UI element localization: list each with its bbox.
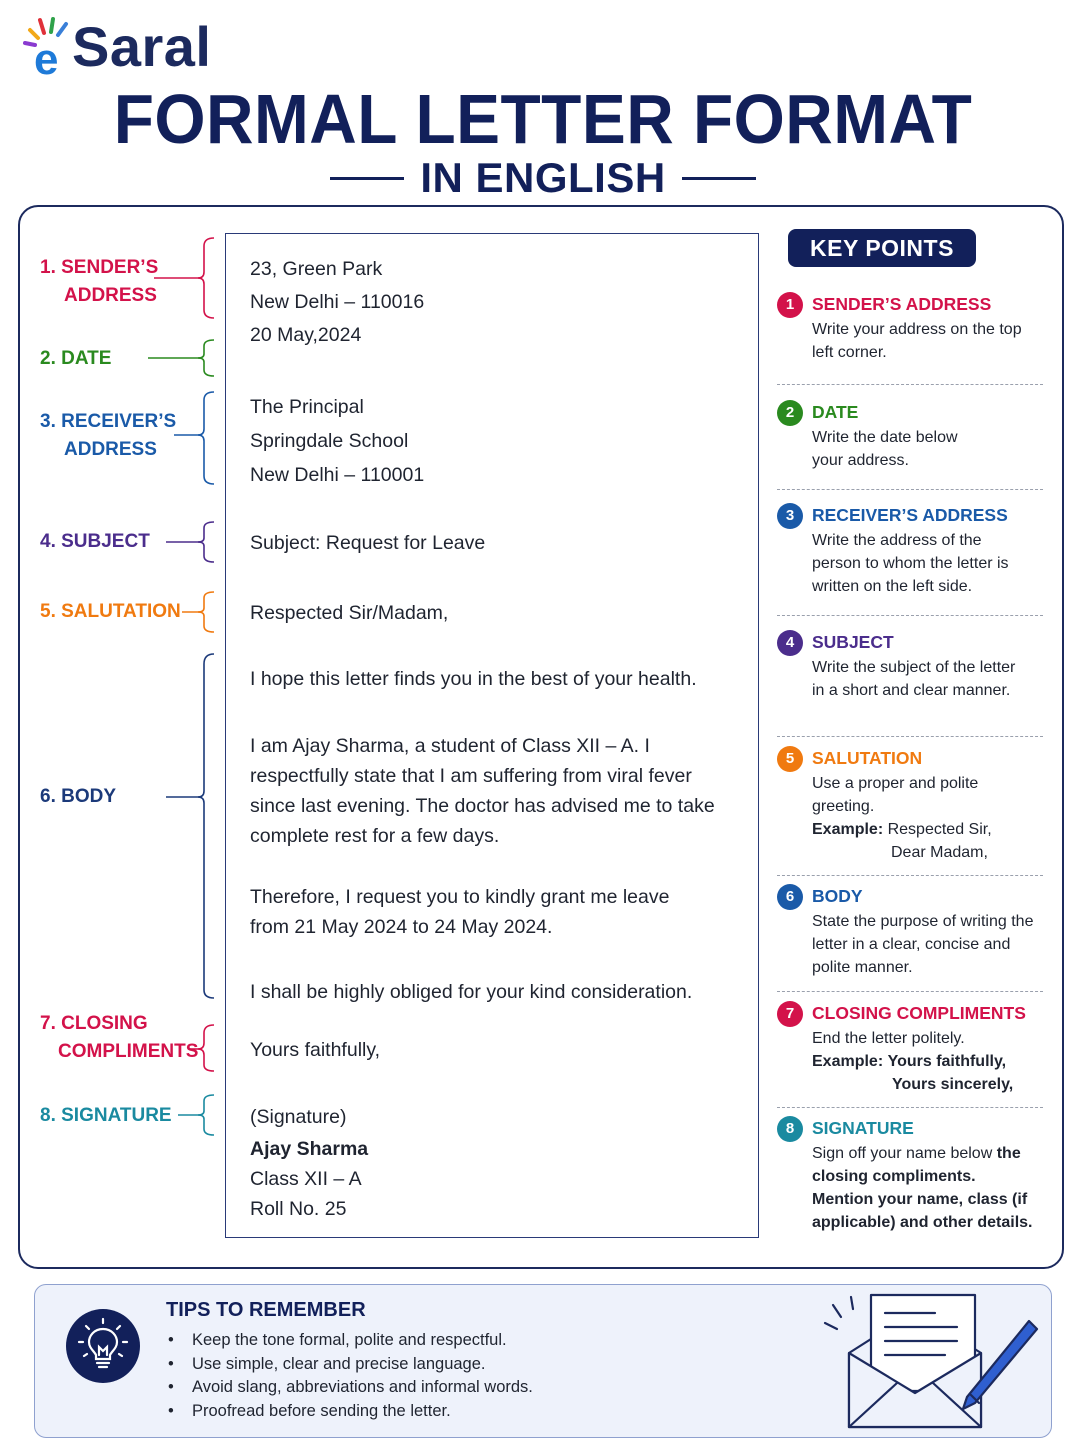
tip-item: • Use simple, clear and precise language. <box>166 1353 533 1377</box>
body-paragraph-2: I am Ajay Sharma, a student of Class XII – A. I respectfully state that I am suffering from viral fever since last evening. The doctor has advised me to take complete rest for a few days. <box>250 735 715 847</box>
label-body: 6. BODY <box>40 786 117 807</box>
brace-body <box>166 654 214 998</box>
key-point-description: Write the date below your address. <box>812 429 958 469</box>
example-label: Example: <box>812 821 884 838</box>
page-subtitle <box>0 154 1086 202</box>
body-paragraph-3: Therefore, I request you to kindly grant me leave from 21 May 2024 to 24 May 2024. <box>250 886 670 938</box>
tips-panel <box>34 1284 1052 1438</box>
tip-item: • Keep the tone formal, polite and respectful. <box>166 1329 533 1353</box>
divider <box>777 991 1043 992</box>
section-braces <box>140 230 220 1020</box>
label-subject: 4. SUBJECT <box>40 531 150 552</box>
subtitle-rule-right <box>682 177 756 180</box>
sample-letter <box>225 233 759 1238</box>
logo-text: Saral <box>72 15 212 78</box>
letter-sender-name: Ajay Sharma <box>250 1138 369 1160</box>
description-text: Sign off your name below <box>812 1145 993 1162</box>
number-badge: 6 <box>777 884 803 910</box>
subtitle-rule-left <box>330 177 404 180</box>
letter-sender-class: Class XII – A <box>250 1168 362 1190</box>
label-line: 7. CLOSING <box>40 1013 148 1034</box>
tips-title: TIPS TO REMEMBER <box>166 1299 366 1321</box>
lightbulb-icon <box>66 1309 140 1383</box>
body-paragraph-1: I hope this letter finds you in the best of your health. <box>250 668 697 690</box>
body-paragraph-4: I shall be highly obliged for your kind consideration. <box>250 981 693 1003</box>
sender-line-2: New Delhi – 110016 <box>250 291 425 313</box>
logo <box>22 14 212 80</box>
key-points-heading: KEY POINTS <box>788 229 976 267</box>
example-value-2: Yours sincerely, <box>892 1076 1014 1093</box>
number-badge: 3 <box>777 503 803 529</box>
label-line: 1. SENDER’S <box>40 257 159 278</box>
example-value-1: Yours faithfully, <box>887 1053 1007 1070</box>
label-line: ADDRESS <box>64 285 157 306</box>
key-point-title: BODY <box>812 886 863 906</box>
divider <box>777 384 1043 385</box>
number-badge: 5 <box>777 746 803 772</box>
key-point-description: Write your address on the top left corner. <box>812 321 1022 361</box>
brace-subject <box>166 522 214 562</box>
key-point-description <box>812 1142 1034 1234</box>
key-point-title: SUBJECT <box>812 632 894 652</box>
key-point-example <box>812 818 1052 841</box>
brace-closing-compliments <box>190 1025 214 1071</box>
esaral-logo-icon <box>22 16 78 78</box>
key-point-description: Write the subject of the letter in a short and clear manner. <box>812 659 1016 699</box>
key-point-example <box>812 1050 1052 1073</box>
receiver-line-3: New Delhi – 110001 <box>250 464 425 486</box>
key-point-description: State the purpose of writing the letter in a clear, concise and polite manner. <box>812 913 1034 976</box>
letter-date: 20 May,2024 <box>250 324 362 346</box>
brace-signature <box>178 1095 214 1135</box>
label-salutation: 5. SALUTATION <box>40 601 181 622</box>
letter-salutation: Respected Sir/Madam, <box>250 602 449 624</box>
envelope-pen-icon <box>785 1287 1045 1435</box>
label-line: COMPLIMENTS <box>58 1041 199 1062</box>
subtitle-text: IN ENGLISH <box>420 154 666 201</box>
key-point-title: CLOSING COMPLIMENTS <box>812 1003 1026 1023</box>
divider <box>777 736 1043 737</box>
page-title: FORMAL LETTER FORMAT <box>113 80 973 158</box>
svg-text:e: e <box>34 35 59 78</box>
key-point-title: RECEIVER’S ADDRESS <box>812 505 1008 525</box>
example-label: Example: <box>812 1053 884 1070</box>
receiver-line-1: The Principal <box>250 396 364 418</box>
tip-item: • Proofread before sending the letter. <box>166 1400 533 1424</box>
example-value-2: Dear Madam, <box>891 844 988 861</box>
label-line: 3. RECEIVER’S <box>40 411 177 432</box>
divider <box>777 1107 1043 1108</box>
key-point-title: SIGNATURE <box>812 1118 914 1138</box>
tips-list <box>166 1329 533 1423</box>
divider <box>777 875 1043 876</box>
description-bold-text: the closing compliments. Mention your name, class (if applicable) and other details. <box>812 1145 1033 1231</box>
key-point-title: DATE <box>812 402 859 422</box>
letter-subject: Subject: Request for Leave <box>250 532 486 554</box>
key-point-description: End the letter politely. <box>812 1030 965 1047</box>
letter-closing: Yours faithfully, <box>250 1039 381 1061</box>
number-badge: 8 <box>777 1116 803 1142</box>
key-point-title: SALUTATION <box>812 748 923 768</box>
section-braces-lower <box>140 1015 220 1145</box>
number-badge: 2 <box>777 400 803 426</box>
divider <box>777 489 1043 490</box>
tip-item: • Avoid slang, abbreviations and informal words. <box>166 1376 533 1400</box>
brace-salutation <box>182 592 214 632</box>
example-value-1: Respected Sir, <box>887 821 992 838</box>
label-date: 2. DATE <box>40 348 112 369</box>
divider <box>777 615 1043 616</box>
number-badge: 1 <box>777 292 803 318</box>
key-point-description: Write the address of the person to whom the letter is written on the left side. <box>812 532 1009 595</box>
label-line: ADDRESS <box>64 439 157 460</box>
number-badge: 7 <box>777 1001 803 1027</box>
receiver-line-2: Springdale School <box>250 430 409 452</box>
brace-receivers-address <box>174 392 214 484</box>
number-badge: 4 <box>777 630 803 656</box>
letter-sender-roll: Roll No. 25 <box>250 1198 347 1220</box>
label-signature: 8. SIGNATURE <box>40 1105 172 1126</box>
brace-senders-address <box>154 238 214 318</box>
key-point-description: Use a proper and polite greeting. <box>812 775 979 815</box>
sender-line-1: 23, Green Park <box>250 258 383 280</box>
letter-signature: (Signature) <box>250 1106 347 1128</box>
brace-date <box>148 340 214 376</box>
key-point-title: SENDER’S ADDRESS <box>812 294 992 314</box>
